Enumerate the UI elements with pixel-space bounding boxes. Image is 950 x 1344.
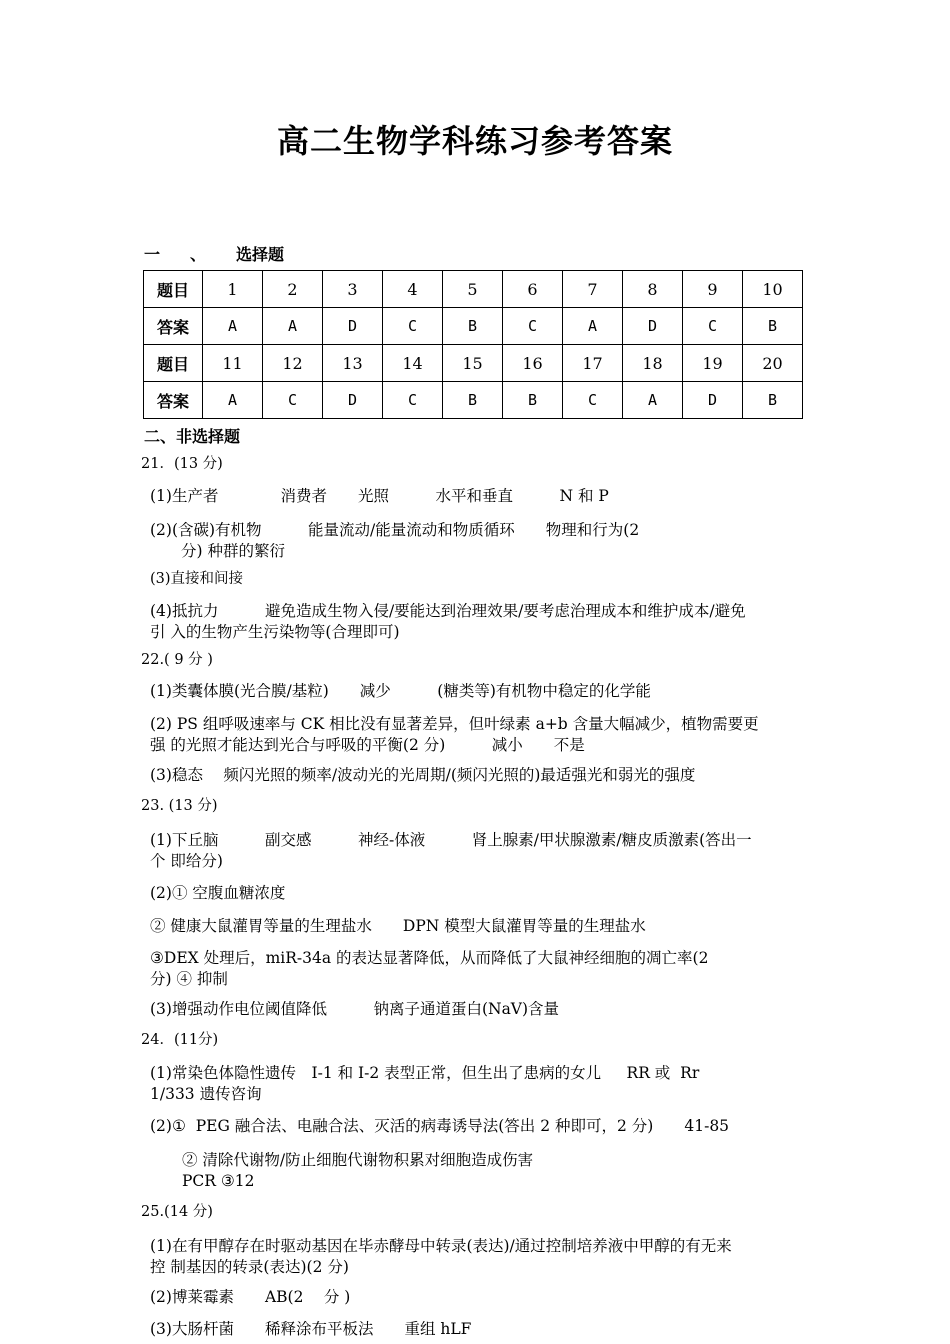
q21-part1: (1)生产者 消费者 光照 水平和垂直 N 和 P	[150, 487, 609, 505]
question-number-cell: 10	[743, 271, 803, 308]
answer-cell: A	[203, 382, 263, 419]
question-number-cell: 19	[683, 345, 743, 382]
question-number-cell: 16	[503, 345, 563, 382]
answer-cell: C	[563, 382, 623, 419]
table-row	[144, 308, 803, 345]
answer-cell: C	[263, 382, 323, 419]
question-number-cell: 15	[443, 345, 503, 382]
question-number-cell: 7	[563, 271, 623, 308]
answer-cell: C	[683, 308, 743, 345]
section-1-separator: 、	[190, 245, 207, 264]
row-header: 题目	[144, 271, 203, 308]
q21-header: 21．(13 分)	[141, 456, 223, 472]
q25-part2: (2)博莱霉素 AB(2 分 )	[150, 1288, 351, 1306]
row-header: 答案	[144, 382, 203, 419]
q24-part2: (2)① PEG 融合法、电融合法、灭活的病毒诱导法(答出 2 种即可，2 分) 41-85	[150, 1117, 730, 1135]
q21-part2: (2)(含碳)有机物 能量流动/能量流动和物质循环 物理和行为(2 分) 种群的繁衍	[150, 521, 640, 560]
answer-cell: A	[623, 382, 683, 419]
q22-part2: (2) PS 组呼吸速率与 CK 相比没有显著差异，但叶绿素 a+b 含量大幅减少，植物需要更 强 的光照才能达到光合与呼吸的平衡(2 分) 减小 不是	[150, 715, 759, 754]
answer-cell: C	[503, 308, 563, 345]
answer-cell: B	[503, 382, 563, 419]
answer-cell: B	[743, 382, 803, 419]
q23-header: 23. (13 分)	[141, 798, 218, 814]
section-2-heading: 二、非选择题	[144, 427, 241, 446]
q24-part2-2: ② 清除代谢物/防止细胞代谢物积累对细胞造成伤害 PCR ③12	[182, 1151, 534, 1190]
q24-part1: (1)常染色体隐性遗传 I-1 和 I-2 表型正常，但生出了患病的女儿 RR 或 Rr 1/333 遗传咨询	[150, 1064, 700, 1103]
q25-part1: (1)在有甲醇存在时驱动基因在毕赤酵母中转录(表达)/通过控制培养液中甲醇的有无来 控 制基因的转录(表达)(2 分)	[150, 1237, 732, 1276]
question-number-cell: 8	[623, 271, 683, 308]
q22-header: 22.( 9 分 )	[141, 652, 213, 668]
answer-table	[143, 270, 803, 419]
answer-cell: A	[563, 308, 623, 345]
q25-part3: (3)大肠杆菌 稀释涂布平板法 重组 hLF	[150, 1320, 472, 1338]
q22-part3: (3)稳态 频闪光照的频率/波动光的光周期/(频闪光照的)最适强光和弱光的强度	[150, 766, 696, 784]
row-header: 题目	[144, 345, 203, 382]
answer-cell: B	[443, 308, 503, 345]
question-number-cell: 3	[323, 271, 383, 308]
question-number-cell: 12	[263, 345, 323, 382]
table-row	[144, 271, 803, 308]
question-number-cell: 4	[383, 271, 443, 308]
question-number-cell: 14	[383, 345, 443, 382]
answer-cell: B	[743, 308, 803, 345]
answer-cell: D	[323, 382, 383, 419]
q21-part4: (4)抵抗力 避免造成生物入侵/要能达到治理效果/要考虑治理成本和维护成本/避免 引 入的生物产生污染物等(合理即可)	[150, 602, 746, 641]
question-number-cell: 18	[623, 345, 683, 382]
answer-cell: D	[623, 308, 683, 345]
question-number-cell: 1	[203, 271, 263, 308]
answer-cell: A	[263, 308, 323, 345]
table-row	[144, 345, 803, 382]
q23-part2: (2)① 空腹血糖浓度	[150, 884, 286, 902]
question-number-cell: 13	[323, 345, 383, 382]
question-number-cell: 9	[683, 271, 743, 308]
answer-cell: B	[443, 382, 503, 419]
answer-cell: C	[383, 382, 443, 419]
table-row	[144, 382, 803, 419]
q24-header: 24．(11分)	[141, 1032, 219, 1048]
question-number-cell: 17	[563, 345, 623, 382]
q23-part2-3: ③DEX 处理后，miR-34a 的表达显著降低，从而降低了大鼠神经细胞的凋亡率(2 分) ④ 抑制	[150, 949, 709, 988]
section-1-label: 选择题	[236, 245, 285, 264]
q23-part3: (3)增强动作电位阈值降低 钠离子通道蛋白(NaV)含量	[150, 1000, 560, 1018]
page-title: 高二生物学科练习参考答案	[276, 122, 673, 160]
q22-part1: (1)类囊体膜(光合膜/基粒) 减少 (糖类等)有机物中稳定的化学能	[150, 682, 651, 700]
answer-cell: D	[683, 382, 743, 419]
question-number-cell: 6	[503, 271, 563, 308]
q25-header: 25.(14 分)	[141, 1204, 213, 1220]
answer-cell: D	[323, 308, 383, 345]
q21-part3: (3)直接和间接	[150, 571, 244, 587]
question-number-cell: 20	[743, 345, 803, 382]
row-header: 答案	[144, 308, 203, 345]
section-1-number: 一	[144, 245, 161, 264]
question-number-cell: 11	[203, 345, 263, 382]
answer-cell: A	[203, 308, 263, 345]
question-number-cell: 5	[443, 271, 503, 308]
q23-part2-2: ② 健康大鼠灌胃等量的生理盐水 DPN 模型大鼠灌胃等量的生理盐水	[150, 917, 646, 935]
section-1-heading	[144, 242, 284, 265]
answer-cell: C	[383, 308, 443, 345]
question-number-cell: 2	[263, 271, 323, 308]
q23-part1: (1)下丘脑 副交感 神经-体液 肾上腺素/甲状腺激素/糖皮质激素(答出一 个 即给分)	[150, 831, 752, 870]
